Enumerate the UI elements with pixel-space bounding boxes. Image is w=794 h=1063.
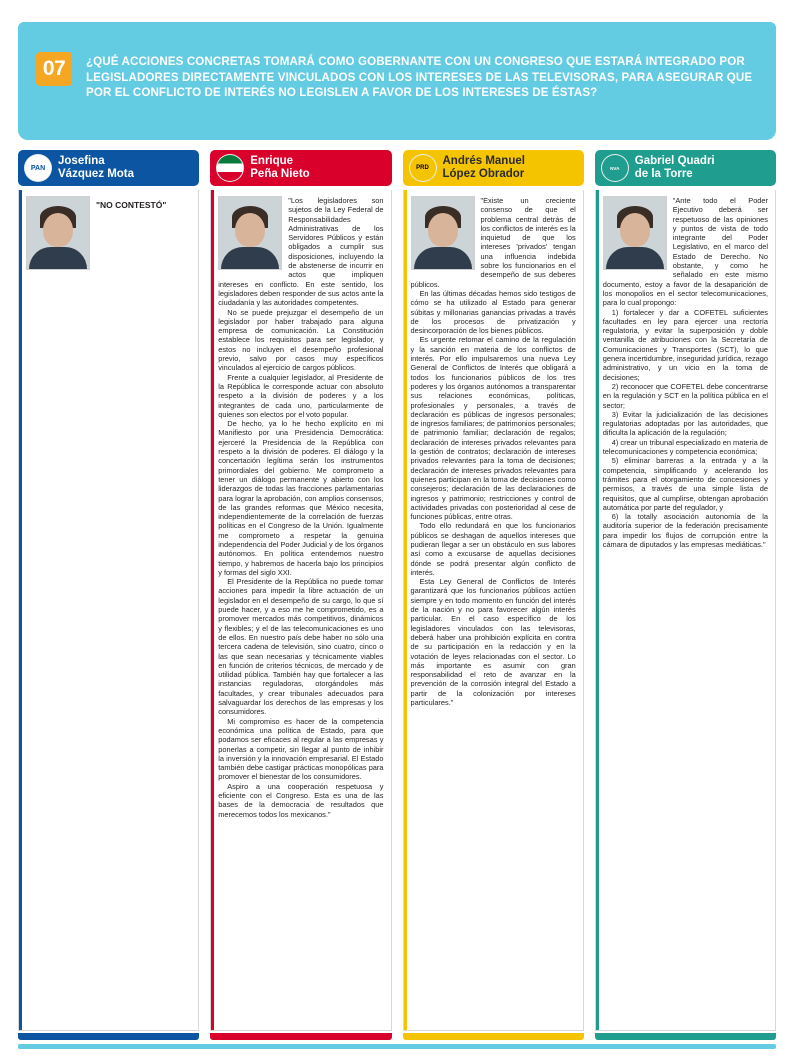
question-text: ¿QUÉ ACCIONES CONCRETAS TOMARÁ COMO GOBERNANTE CON UN CONGRESO QUE ESTARÁ INTEGRADO POR LEGISLADORES DIRECTAMENTE VINCULADOS CON LOS INTERESES DE LAS TELEVISORAS, PARA ASEGURAR QUE POR EL CONFLICTO DE INTERÉS NO LEGISLEN A FAVOR DE LOS INTERESES DE ÉSTAS?: [86, 55, 753, 99]
candidate-column-pri: [210, 150, 391, 1040]
candidate-column-pan: [18, 150, 199, 1040]
accent-bar: [19, 190, 22, 1030]
question-banner: [18, 22, 776, 140]
answer-paragraph: "Existe un creciente consenso de que el problema central detrás de los conflictos de interés es la inquietud de que los intereses 'privados' tengan una influencia indebida sobre los funcionarios en el desempeño de sus deberes públicos.: [410, 196, 576, 289]
answer-body-panal: [595, 190, 776, 1031]
candidate-portrait-pri: [218, 196, 282, 270]
candidate-portrait-panal: [603, 196, 667, 270]
candidate-columns: [18, 150, 776, 1040]
column-bottom-bar: [210, 1033, 391, 1040]
candidate-firstname: Gabriel Quadri: [634, 155, 715, 167]
answer-paragraph: "Ante todo el Poder Ejecutivo deberá ser respetuoso de las opiniones y puntos de vista de todo integrante del Poder Legislativo, en el marco del Estado de Derecho. No obstante, y como he señalado en este mismo documento, estoy a favor de la desaparición de los monopolios en el sector telecomunicaciones, para lo cual propongo:: [602, 196, 768, 308]
question-number: 07: [36, 52, 72, 86]
answer-paragraph: Aspiro a una cooperación respetuosa y eficiente con el Congreso. Esta es una de las bases de la democracia de resultados que merecemos todos los mexicanos.": [218, 781, 384, 819]
answer-body-pan: [18, 190, 199, 1031]
answer-paragraph: De hecho, ya lo he hecho explícito en mi Manifiesto por una Presidencia Democrática: ejerceré la Presidencia de la República con respeto a la división de poderes. El diálogo y la concertación legítima serán los instrumentos primordiales del gobierno. Me comprometo a tener un diálogo permanente y abierto con los liderazgos de todas las fracciones parlamentarias para lograr la aprobación, con amplios consensos, de las grandes reformas que México necesita, independientemente de la correlación de fuerzas políticas en el Congreso de la Unión. Igualmente me comprometo a respetar la genuina independencia del Poder Judicial y de los órganos autónomos. En política entendemos nuestro tiempo, y habremos de hacerla bajo los principios y formas del siglo XXI.: [218, 419, 384, 577]
answer-paragraph: 2) reconocer que COFETEL debe concentrarse en la regulación y SCT en la política pública en el sector;: [602, 381, 768, 410]
answer-paragraph: Todo ello redundará en que los funcionarios públicos se deshagan de aquellos intereses que pudieran llegar a ser un obstáculo en sus labores así como a excusarse de aquellas decisiones dónde se podrá presentar algún conflicto de interés.: [410, 521, 576, 577]
answer-paragraph: 6) la totally asociación autonomía de la auditoría superior de la federación precisamente para impedir los flujos de corrupción entre la cámara de diputados y las empresas mediáticas.": [602, 512, 768, 549]
candidate-firstname: Enrique: [250, 155, 294, 167]
no-answer-text: "NO CONTESTÓ": [96, 200, 167, 210]
candidate-header-pan: [18, 150, 199, 186]
accent-bar: [404, 190, 407, 1030]
answer-paragraph: No se puede prejuzgar el desempeño de un legislador por haber trabajado para alguna empresa de comunicación. La Constitución establece los requisitos para ser legislador, y estos no incluyen el desempeño profesional previo, salvo por casos muy específicos vinculados al ejercicio de cargos públicos.: [218, 307, 384, 373]
answer-paragraph: 3) Evitar la judicialización de las decisiones regulatorias adoptadas por las autoridades, que dificulta la aplicación de la regulación;: [602, 409, 768, 438]
answer-text-prd: [411, 196, 576, 707]
column-bottom-bar: [595, 1033, 776, 1040]
accent-bar: [211, 190, 214, 1030]
answer-paragraph: 1) fortalecer y dar a COFETEL suficientes facultades en ley para ejercer una rectoría regulatoria, y evitar la superposición y doble ventanilla de atribuciones con la Secretaría de Comunicaciones y Transportes (SCT), lo que genera incertidumbre, inseguridad jurídica, rezago administrativo, y un vicio en la toma de decisiones;: [602, 307, 768, 382]
candidate-header-prd: [403, 150, 584, 186]
candidate-name-panal: [635, 155, 715, 181]
answer-text-pri: [218, 196, 383, 819]
answer-paragraph: Esta Ley General de Conflictos de Interés garantizará que los funcionarios públicos actúen siempre y en todo momento en función del interés de la nación y no para favorecer algún interés particular. En el caso específico de los legisladores vinculados con las televisoras, deberá haber una prohibición explícita en contra de su participación en la redacción y en la votación de leyes relacionadas con el sector. Lo más importante es asumir con gran responsabilidad el reto de avanzar en la prevención de la corrosión integral del Estado a partir de la colonización por intereses particulares.": [410, 577, 576, 708]
pri-logo-icon: [216, 154, 244, 182]
candidate-portrait-prd: [411, 196, 475, 270]
answer-paragraph: "Los legisladores son sujetos de la Ley Federal de Responsabilidades Administrativas de los Servidores Públicos y están obligados a cumplir sus disposiciones, incluyendo la de abstenerse de incurrir en actos que impliquen intereses en conflicto. En este sentido, los legisladores deben responder de sus actos ante la ciudadanía y las autoridades competentes.: [218, 196, 384, 308]
prd-logo-icon: PRD: [409, 154, 437, 182]
candidate-column-panal: [595, 150, 776, 1040]
candidate-firstname: Josefina: [58, 155, 105, 167]
candidate-column-prd: [403, 150, 584, 1040]
candidate-lastname: López Obrador: [442, 168, 525, 180]
answer-paragraph: Frente a cualquier legislador, al Presidente de la República le corresponde actuar con absoluto respeto a la división de poderes y a los integrantes de cada uno, particularmente de quienes son electos por el voto popular.: [218, 372, 384, 419]
candidate-name-prd: [443, 155, 525, 181]
answer-body-prd: [403, 190, 584, 1031]
answer-paragraph: El Presidente de la República no puede tomar acciones para impedir la libre actuación de un legislador en el desempeño de su cargo, lo que sí puede hacer, y a eso me he comprometido, es a promover mercados más competitivos, dinámicos y flexibles; y el de las telecomunicaciones es uno de ellos. En nuestro país debe haber no sólo una tercera cadena de televisión, sino cuatro, cinco o las que sean necesarias y técnicamente viables en función de criterios técnicos, de mercado y de utilidad pública. También hay que fortalecer a las instancias reguladoras, otorgándoles más facultades, y crear tribunales adecuados para salvaguardar los derechos de las empresas y los consumidores.: [218, 577, 384, 717]
pan-logo-icon: PAN: [24, 154, 52, 182]
panal-logo-icon: NVA: [601, 154, 629, 182]
column-bottom-bar: [403, 1033, 584, 1040]
answer-paragraph: 4) crear un tribunal especializado en materia de telecomunicaciones y competencia económica;: [602, 437, 768, 457]
answer-body-pri: [210, 190, 391, 1031]
candidate-portrait-pan: [26, 196, 90, 270]
candidate-firstname: Andrés Manuel: [442, 155, 525, 167]
answer-paragraph: 5) eliminar barreras a la entrada y a la competencia, simplificando y acelerando los trámites para el otorgamiento de concesiones y permisos, a través de una simple lista de requisitos, que al cumplirse, obtengan aprobación automática por parte del regulador, y: [602, 456, 768, 512]
footer-rule: [18, 1044, 776, 1049]
accent-bar: [596, 190, 599, 1030]
answer-paragraph: En las últimas décadas hemos sido testigos de cómo se ha utilizado al Estado para generar súbitas y millonarias ganancias privadas a través de los procesos de privatización y desincorporación de los bienes públicos.: [410, 288, 576, 336]
answer-paragraph: Es urgente retomar el camino de la regulación y la sanción en materia de los conflictos de interés. Por ello impulsaremos una nueva Ley General de Conflictos de Interés que obligará a todos los funcionarios públicos de los tres poderes y los órganos autónomos a transparentar sus relaciones económicas, políticas, profesionales y personales, a través de declaración es públicas de ingresos personales; de ingresos familiares; de patrimonios personales; de patrimonio familiar; declaración de regalos; declaración de intereses privados relevantes para la gestión de contratos; declaración de intereses privados relevantes para la toma de decisiones; declaración de intereses privados relevantes para quienes participan en la toma de decisiones como consejeros; declaración de las declaraciones de ingresos y patrimonio; restricciones y control de actividades privadas con posterioridad al cese de funciones públicas, entre otras.: [410, 335, 576, 522]
answer-paragraph: Mi compromiso es hacer de la competencia económica una política de Estado, para que podamos ser eficaces al regular a las empresas y ponerlas a competir, sin llegar al punto de inhibir la inversión y la innovación empresarial. El Estado también debe castigar prácticas monopólicas para promover el bienestar de los consumidores.: [218, 716, 384, 782]
column-bottom-bar: [18, 1033, 199, 1040]
candidate-lastname: de la Torre: [634, 168, 693, 180]
candidate-name-pan: [58, 155, 134, 181]
candidate-lastname: Vázquez Mota: [58, 168, 135, 180]
candidate-name-pri: [250, 155, 309, 181]
candidate-lastname: Peña Nieto: [250, 168, 310, 180]
candidate-header-pri: [210, 150, 391, 186]
candidate-header-panal: [595, 150, 776, 186]
